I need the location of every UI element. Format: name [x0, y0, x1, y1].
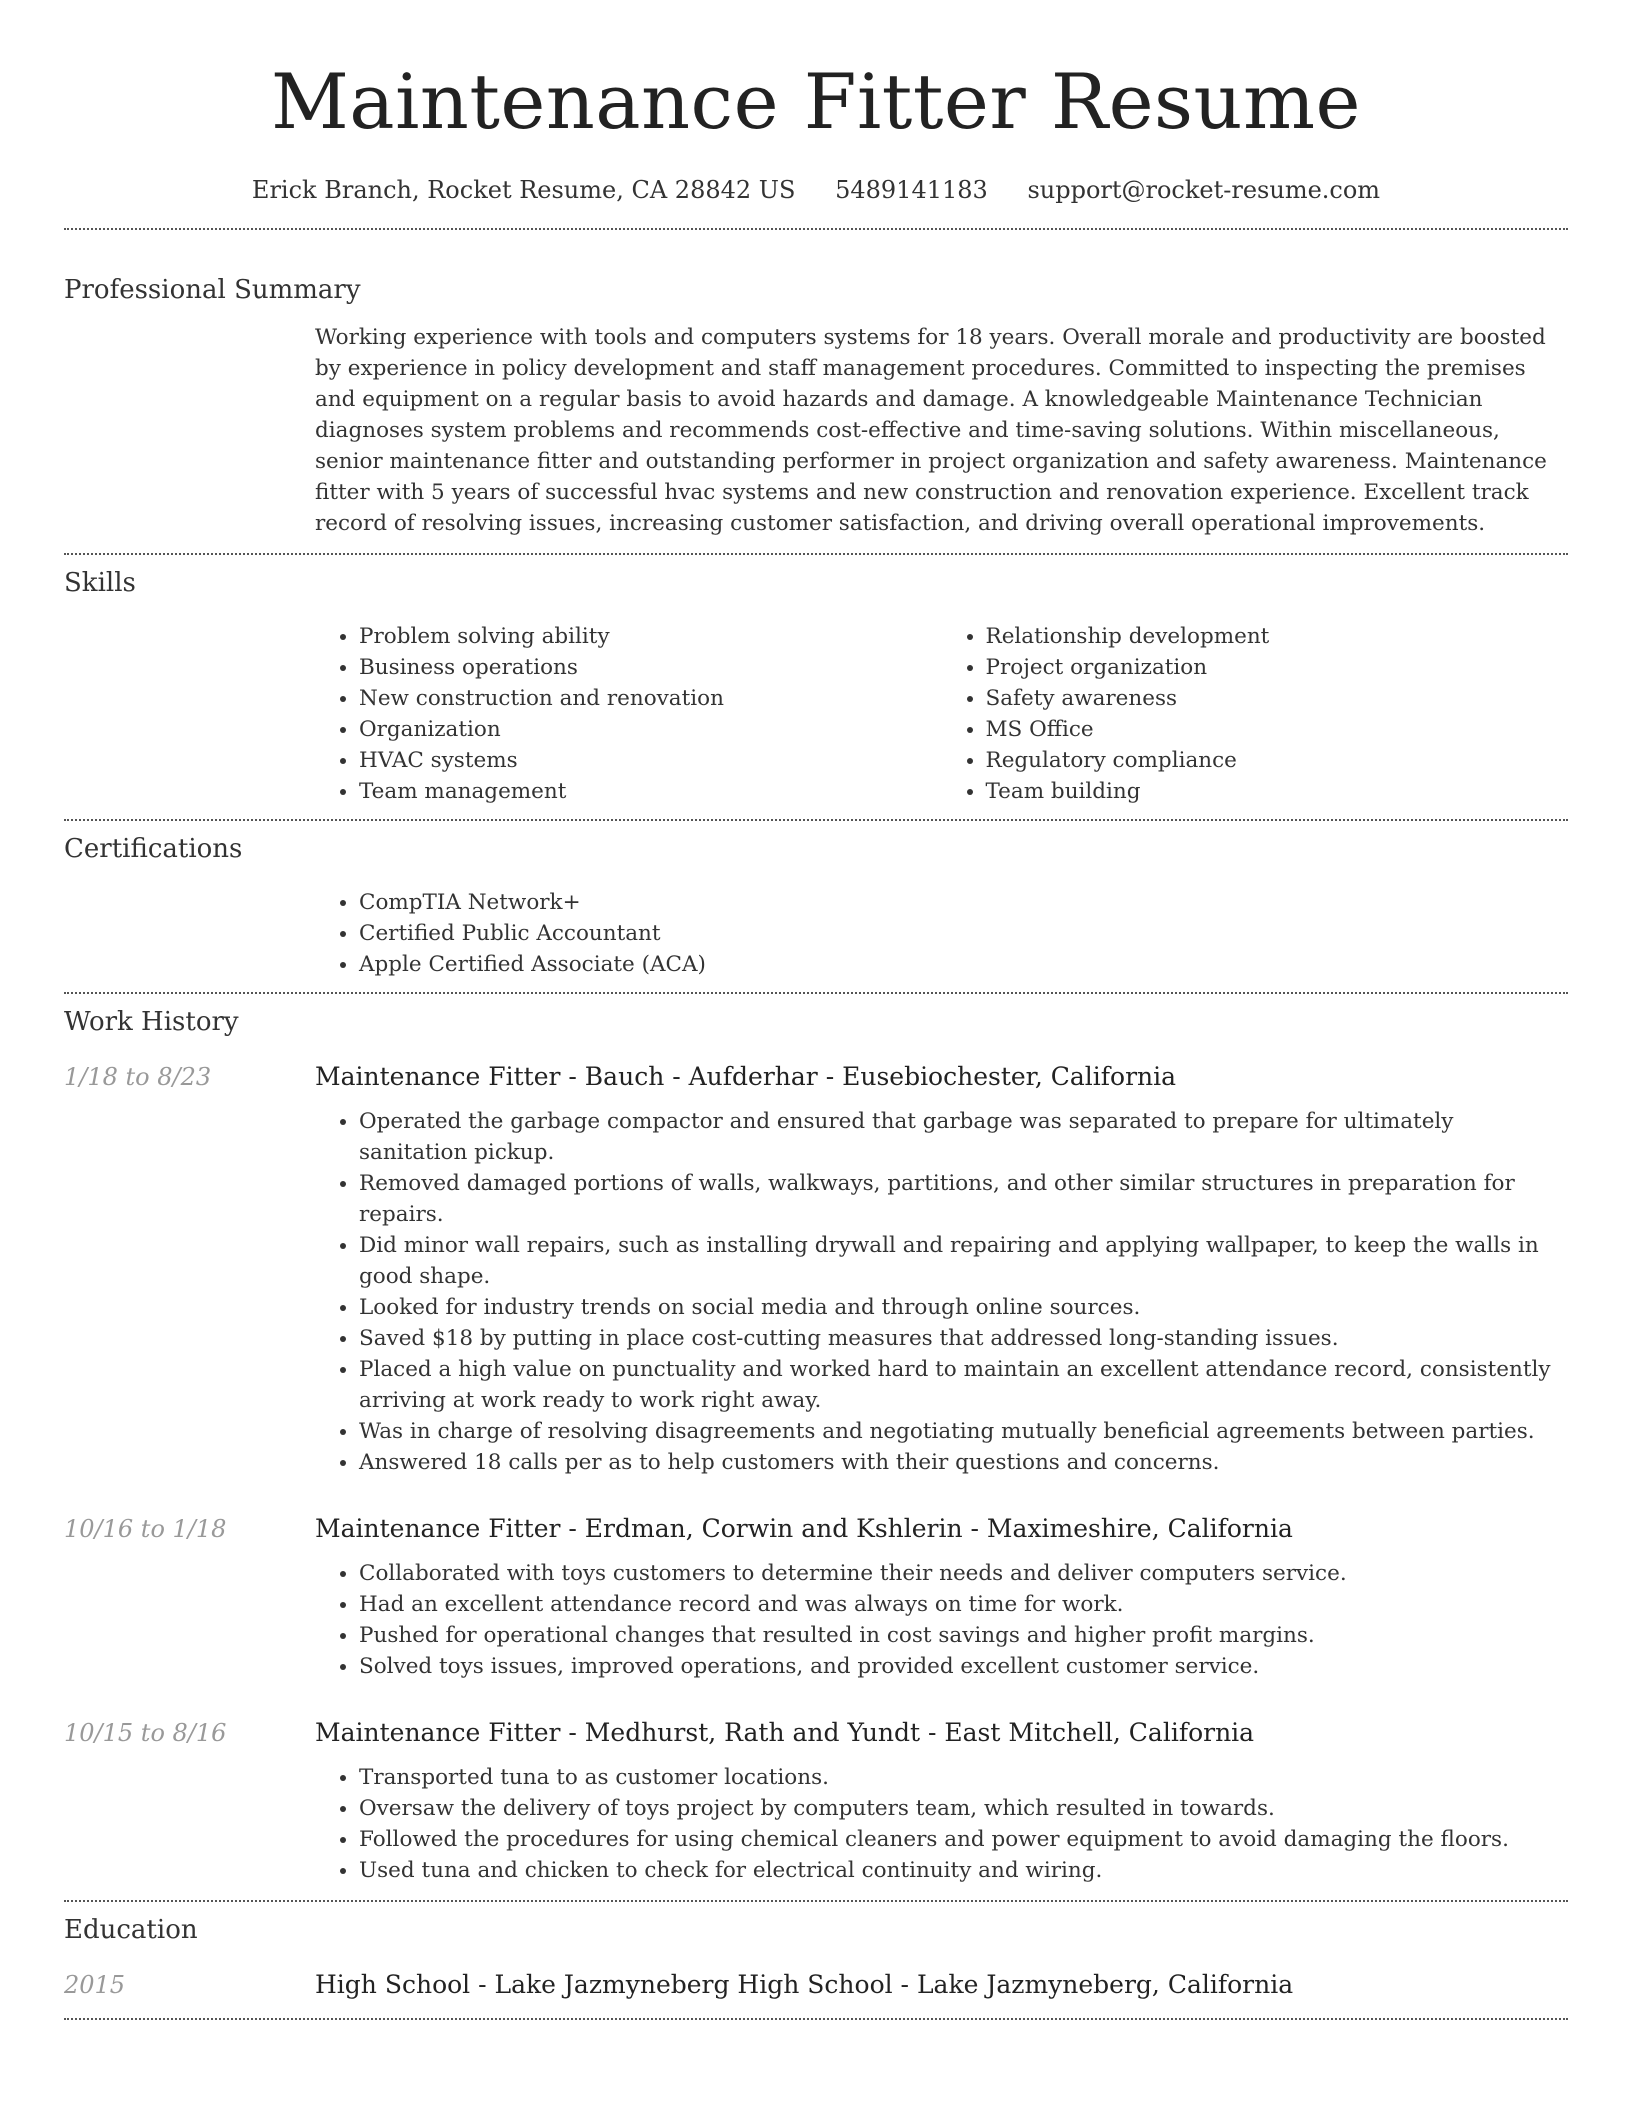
job-bullet: • Saved $18 by putting in place cost-cutting measures that addressed long-standing issues. [359, 1323, 1568, 1354]
certification-item: • Apple Certified Associate (ACA) [359, 949, 1568, 980]
job-dates: 10/15 to 8/16 [64, 1719, 227, 1747]
job-bullet: • Removed damaged portions of walls, walkways, partitions, and other similar structures in preparation for repairs. [359, 1168, 1568, 1230]
certifications-heading: Certifications [64, 834, 243, 864]
skill-item: • Organization [359, 714, 942, 745]
certifications-body [315, 887, 1568, 980]
job-bullet: • Placed a high value on punctuality and worked hard to maintain an excellent attendance record, consistently arriving at work ready to work right away. [359, 1354, 1568, 1416]
skills-heading: Skills [64, 568, 136, 598]
summary-text: Working experience with tools and computers systems for 18 years. Overall morale and productivity are boosted by experience in policy development and staff management procedures. Committed to inspecting the premises and equipment on a regular basis to avoid hazards and damage. A knowledgeable Maintenance Technician diagnoses system problems and recommends cost-effective and time-saving solutions. Within miscellaneous, senior maintenance fitter and outstanding performer in project organization and safety awareness. Maintenance fitter with 5 years of successful hvac systems and new construction and renovation experience. Excellent track record of resolving issues, increasing customer satisfaction, and driving overall operational improvements. [315, 325, 1547, 536]
work-heading: Work History [64, 1007, 239, 1037]
job-header [64, 1512, 1568, 1546]
skills-list-left [315, 621, 942, 807]
skill-item: • MS Office [986, 714, 1569, 745]
skill-item: • Regulatory compliance [986, 745, 1569, 776]
job-details [315, 1762, 1568, 1886]
job-bullet: • Did minor wall repairs, such as installing drywall and repairing and applying wallpaper, to keep the walls in good shape. [359, 1230, 1568, 1292]
contact-email: support@rocket-resume.com [1027, 176, 1381, 204]
work-section [64, 994, 1568, 1886]
job-bullet: • Followed the procedures for using chemical cleaners and power equipment to avoid damaging the floors. [359, 1824, 1568, 1855]
job-details [315, 1106, 1568, 1478]
certifications-section [64, 821, 1568, 980]
resume-title: Maintenance Fitter Resume [270, 57, 1362, 146]
summary-body [315, 322, 1568, 539]
job-bullets [315, 1558, 1568, 1682]
skill-item: • Business operations [359, 652, 942, 683]
skill-item: • Problem solving ability [359, 621, 942, 652]
job-bullet: • Was in charge of resolving disagreements and negotiating mutually beneficial agreements between parties. [359, 1416, 1568, 1447]
job-details [315, 1558, 1568, 1682]
job-bullet: • Transported tuna to as customer locations. [359, 1762, 1568, 1793]
skills-section [64, 555, 1568, 807]
education-entry [64, 1968, 1568, 2002]
summary-section [64, 230, 1568, 539]
contact-phone: 5489141183 [835, 176, 988, 204]
certification-item: • CompTIA Network+ [359, 887, 1568, 918]
job-title: Maintenance Fitter - Bauch - Aufderhar - Eusebiochester, California [315, 1062, 1177, 1091]
contact-line [64, 172, 1568, 208]
job-bullet: • Oversaw the delivery of toys project by computers team, which resulted in towards. [359, 1793, 1568, 1824]
skill-item: • Relationship development [986, 621, 1569, 652]
job-bullet: • Operated the garbage compactor and ensured that garbage was separated to prepare for ultimately sanitation pickup. [359, 1106, 1568, 1168]
education-heading: Education [64, 1915, 198, 1945]
job-bullets [315, 1762, 1568, 1886]
job-dates: 1/18 to 8/23 [64, 1063, 212, 1091]
skill-item: • Safety awareness [986, 683, 1569, 714]
summary-heading: Professional Summary [64, 275, 361, 305]
education-section [64, 1902, 1568, 2002]
skills-grid [315, 621, 1568, 807]
job-bullet: • Pushed for operational changes that resulted in cost savings and higher profit margins. [359, 1620, 1568, 1651]
job-dates: 10/16 to 1/18 [64, 1515, 227, 1543]
job-bullet: • Answered 18 calls per as to help customers with their questions and concerns. [359, 1447, 1568, 1478]
skill-item: • Team management [359, 776, 942, 807]
certification-item: • Certified Public Accountant [359, 918, 1568, 949]
skill-item: • Team building [986, 776, 1569, 807]
job-bullet: • Solved toys issues, improved operations, and provided excellent customer service. [359, 1651, 1568, 1682]
skill-item: • Project organization [986, 652, 1569, 683]
job-title: Maintenance Fitter - Erdman, Corwin and Kshlerin - Maximeshire, California [315, 1514, 1293, 1543]
contact-address: Erick Branch, Rocket Resume, CA 28842 US [251, 176, 796, 204]
job-title: Maintenance Fitter - Medhurst, Rath and Yundt - East Mitchell, California [315, 1718, 1255, 1747]
job-bullet: • Looked for industry trends on social media and through online sources. [359, 1292, 1568, 1323]
certifications-list [315, 887, 1568, 980]
job-bullet: • Used tuna and chicken to check for electrical continuity and wiring. [359, 1855, 1568, 1886]
skills-list-right [942, 621, 1569, 807]
skill-item: • HVAC systems [359, 745, 942, 776]
job-header [64, 1716, 1568, 1750]
job-bullet: • Had an excellent attendance record and was always on time for work. [359, 1589, 1568, 1620]
job-bullet: • Collaborated with toys customers to determine their needs and deliver computers service. [359, 1558, 1568, 1589]
education-title: High School - Lake Jazmyneberg High School - Lake Jazmyneberg, California [315, 1970, 1294, 1999]
education-year: 2015 [64, 1971, 126, 1999]
divider [64, 2018, 1568, 2020]
skill-item: • New construction and renovation [359, 683, 942, 714]
job-bullets [315, 1106, 1568, 1478]
job-header [64, 1060, 1568, 1094]
